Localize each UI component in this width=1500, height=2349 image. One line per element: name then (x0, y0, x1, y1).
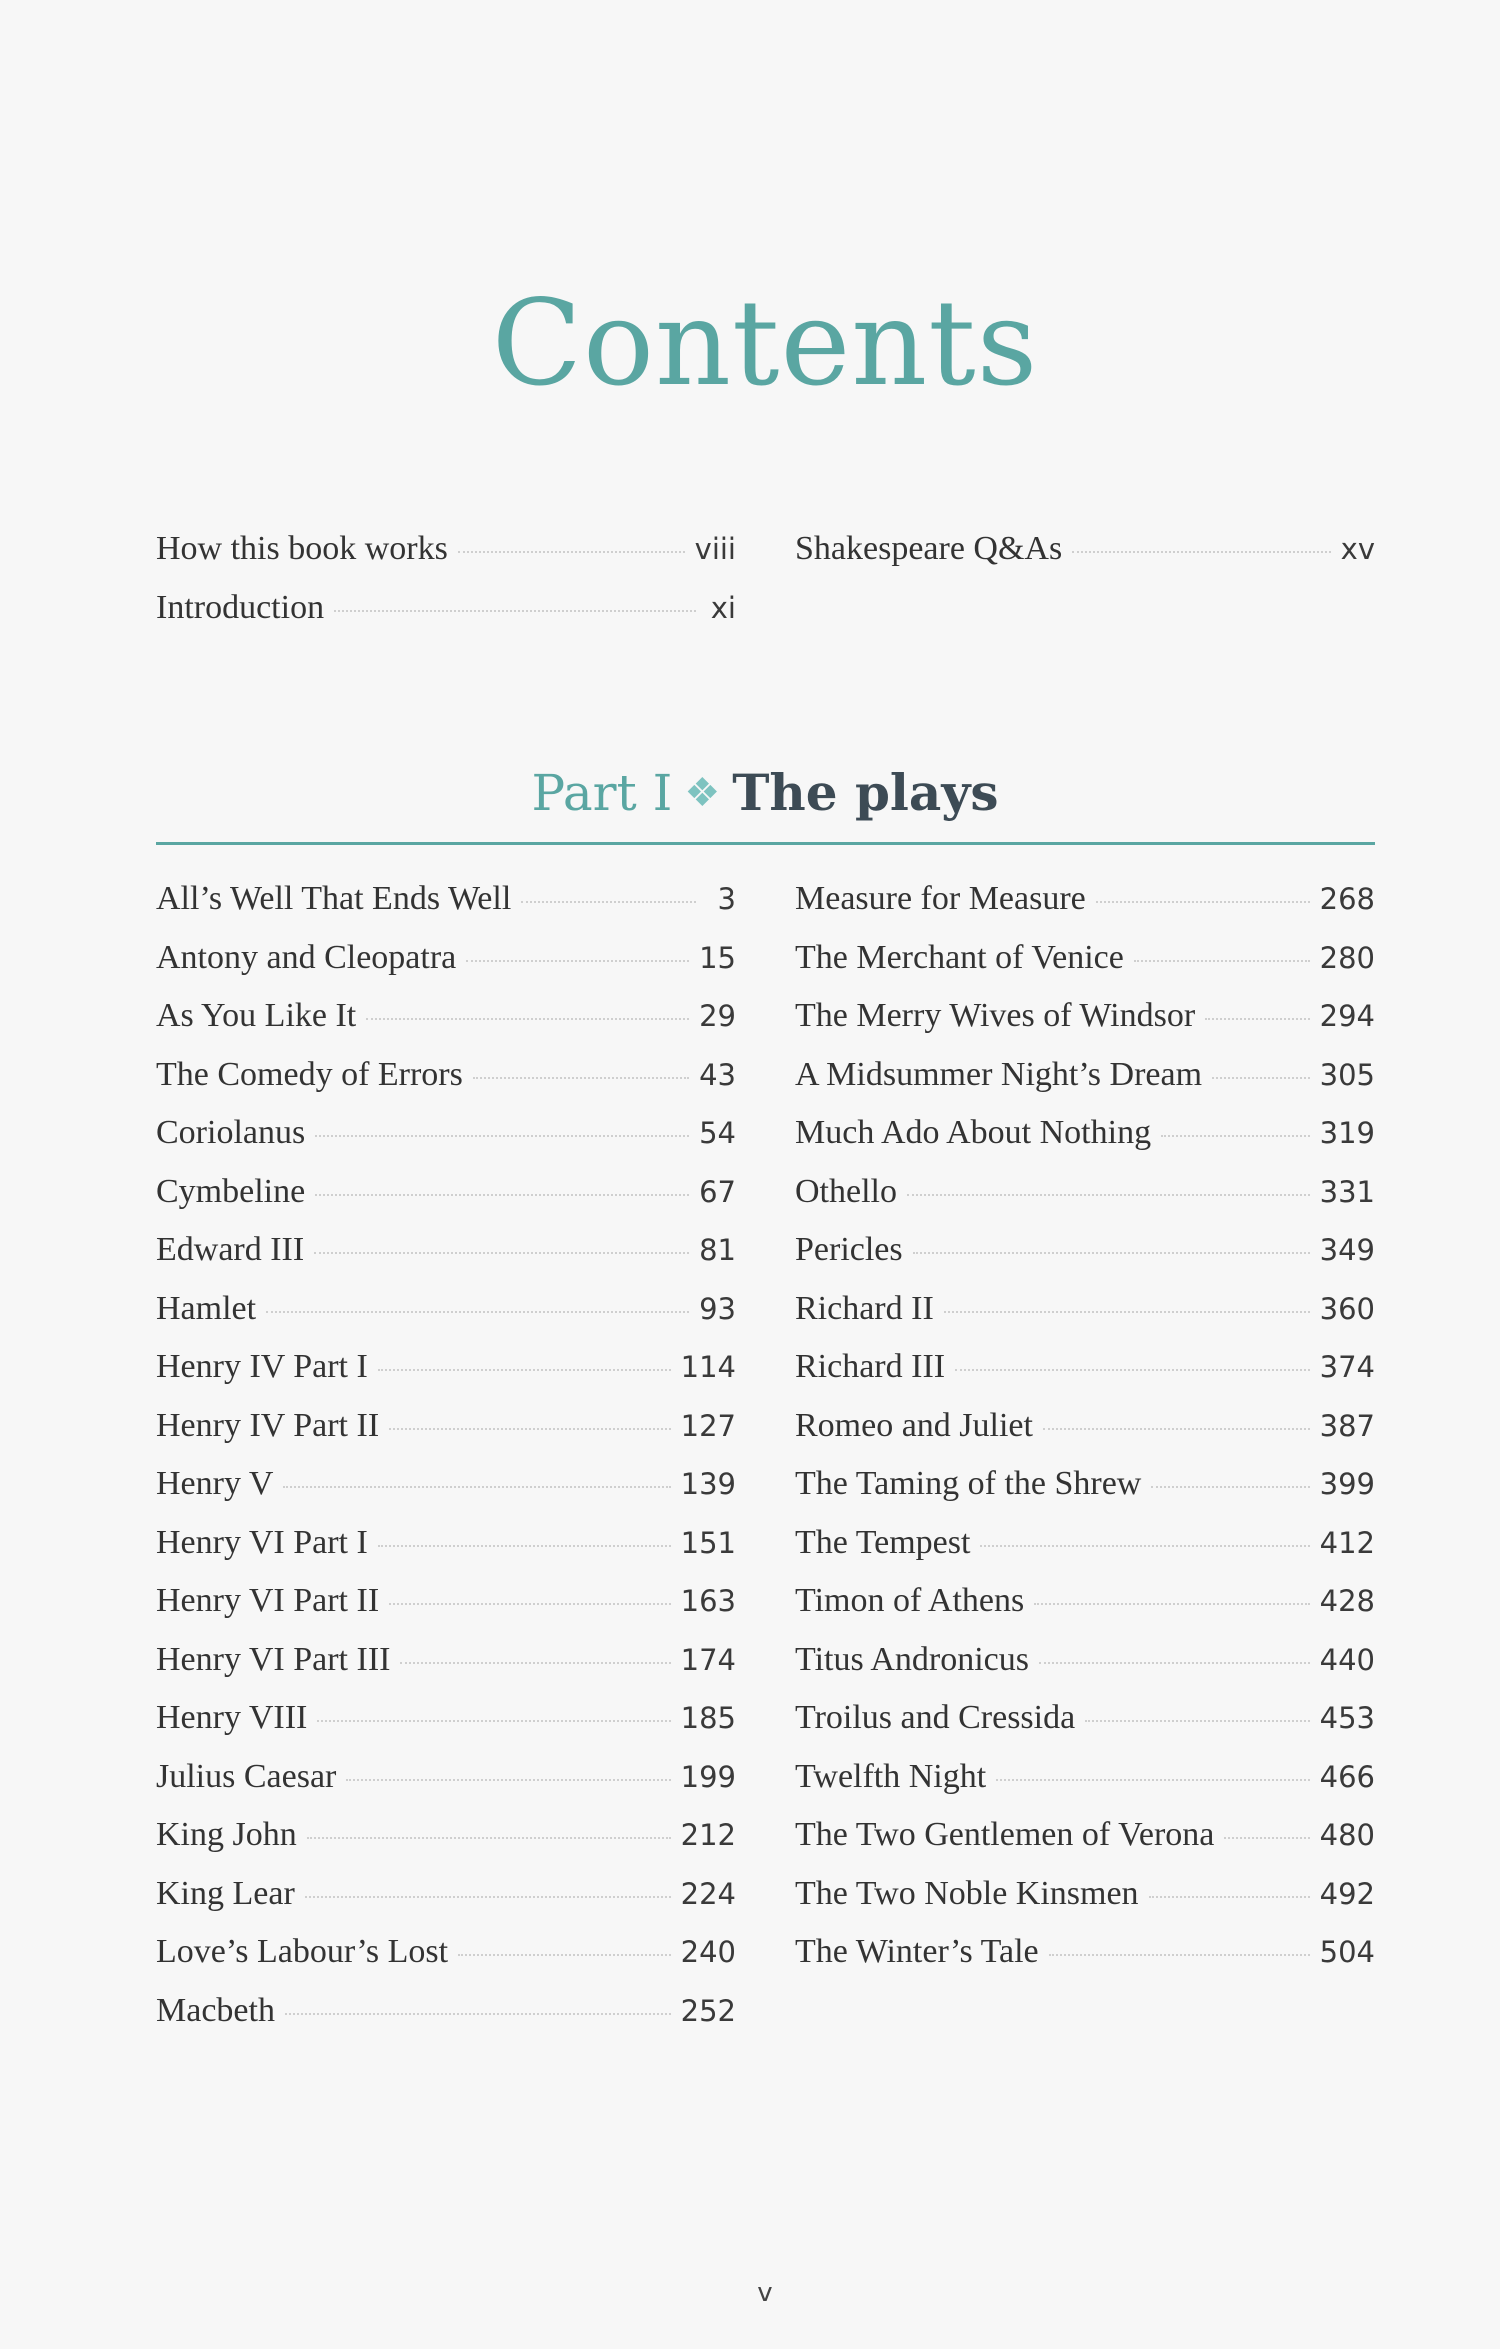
dot-leader (266, 1310, 689, 1313)
dot-leader (1161, 1134, 1310, 1137)
toc-entry-title: Twelfth Night (795, 1757, 987, 1795)
dot-leader (315, 1134, 689, 1137)
dot-leader (389, 1602, 670, 1605)
toc-entry[interactable] (156, 1348, 736, 1407)
dot-leader (346, 1778, 670, 1781)
toc-entry[interactable] (795, 1641, 1375, 1700)
part-title: The plays (732, 763, 999, 822)
toc-entry-page-number: 163 (680, 1584, 736, 1618)
toc-entry[interactable] (156, 1992, 736, 2051)
toc-entry[interactable] (156, 1933, 736, 1992)
toc-entry-page-number: viii (694, 532, 736, 566)
toc-entry-title: Antony and Cleopatra (156, 938, 457, 976)
toc-entry-page-number: 139 (680, 1467, 736, 1501)
dot-leader (378, 1544, 671, 1547)
toc-entry-page-number: 29 (699, 999, 736, 1033)
toc-entry-title: Henry IV Part II (156, 1406, 380, 1444)
dot-leader (944, 1310, 1310, 1313)
toc-entry-page-number: xv (1340, 532, 1375, 566)
dot-leader (955, 1368, 1310, 1371)
toc-entry-title: Titus Andronicus (795, 1640, 1029, 1678)
toc-entry-title: Macbeth (156, 1991, 275, 2029)
toc-entry[interactable] (795, 1816, 1375, 1875)
toc-entry[interactable] (156, 1816, 736, 1875)
toc-entry-page-number: 268 (1319, 882, 1375, 916)
toc-entry-title: King Lear (156, 1874, 295, 1912)
toc-entry-page-number: 114 (680, 1350, 736, 1384)
toc-entry[interactable] (795, 530, 1375, 589)
toc-entry-page-number: 480 (1319, 1818, 1375, 1852)
toc-entry[interactable] (156, 1524, 736, 1583)
dot-leader (305, 1895, 671, 1898)
toc-entry-page-number: 453 (1319, 1701, 1375, 1735)
dot-leader (366, 1017, 689, 1020)
toc-entry-title: King John (156, 1816, 297, 1853)
toc-entry-title: The Merry Wives of Windsor (795, 997, 1196, 1034)
dot-leader (389, 1427, 670, 1430)
toc-entry[interactable] (795, 1348, 1375, 1407)
toc-entry-title: Measure for Measure (795, 880, 1086, 917)
toc-entry[interactable] (156, 1758, 736, 1817)
dot-leader (315, 1193, 689, 1196)
toc-entry[interactable] (795, 1465, 1375, 1524)
toc-entry-page-number: 294 (1319, 999, 1375, 1033)
toc-entry-page-number: 185 (680, 1701, 736, 1735)
dot-leader (1049, 1953, 1310, 1956)
toc-entry-title: Love’s Labour’s Lost (156, 1933, 449, 1970)
toc-entry[interactable] (795, 880, 1375, 939)
toc-entry-page-number: 93 (699, 1291, 736, 1326)
toc-entry-title: Henry IV Part I (156, 1348, 368, 1385)
dot-leader (307, 1836, 671, 1839)
dot-leader (314, 1251, 689, 1254)
dot-leader (1096, 900, 1310, 903)
dot-leader (1085, 1719, 1309, 1722)
toc-entry-page-number: 331 (1319, 1174, 1375, 1209)
toc-entry-title: Romeo and Juliet (795, 1406, 1033, 1444)
dot-leader (1224, 1836, 1309, 1839)
toc-entry-title: Edward III (156, 1231, 305, 1268)
part-heading (0, 760, 1500, 825)
dot-leader (907, 1193, 1310, 1196)
toc-entry-title: The Two Gentlemen of Verona (795, 1816, 1215, 1853)
dot-leader (913, 1251, 1310, 1254)
toc-entry-title: Shakespeare Q&As (795, 530, 1063, 567)
dot-leader (458, 550, 685, 553)
toc-entry[interactable] (156, 1641, 736, 1700)
toc-entry-title: Henry VIII (156, 1699, 308, 1736)
dot-leader (378, 1368, 671, 1371)
toc-entry[interactable] (156, 1875, 736, 1934)
toc-entry-title: Cymbeline (156, 1172, 306, 1210)
toc-entry-page-number: 174 (680, 1642, 736, 1677)
toc-entry-title: Much Ado About Nothing (795, 1114, 1152, 1151)
toc-entry[interactable] (795, 1758, 1375, 1817)
toc-entry[interactable] (156, 1699, 736, 1758)
toc-entry-page-number: 319 (1319, 1116, 1375, 1150)
toc-entry-page-number: 3 (717, 882, 736, 916)
dot-leader (285, 2012, 671, 2015)
page-number: v (757, 2278, 773, 2308)
front-matter-right (795, 530, 1375, 589)
toc-entry-title: Timon of Athens (795, 1582, 1025, 1619)
section-rule (156, 842, 1375, 845)
dot-leader (400, 1661, 670, 1664)
toc-entry-title: The Winter’s Tale (795, 1933, 1039, 1970)
dot-leader (1205, 1017, 1309, 1020)
dot-leader (283, 1485, 670, 1488)
toc-entry-page-number: 67 (699, 1174, 736, 1209)
dot-leader (521, 900, 696, 903)
flourish-icon: ❖ (684, 770, 721, 815)
toc-entry-title: Julius Caesar (156, 1757, 337, 1795)
toc-entry[interactable] (156, 1231, 736, 1290)
toc-entry-page-number: 492 (1319, 1876, 1375, 1911)
front-matter-left (156, 530, 736, 647)
toc-entry-title: Pericles (795, 1231, 903, 1268)
toc-entry-title: Coriolanus (156, 1114, 306, 1151)
dot-leader (1212, 1076, 1310, 1079)
toc-entry[interactable] (795, 1231, 1375, 1290)
toc-entry[interactable] (795, 1699, 1375, 1758)
dot-leader (1039, 1661, 1310, 1664)
toc-entry-page-number: 212 (680, 1818, 736, 1852)
toc-entry-page-number: 374 (1319, 1350, 1375, 1384)
toc-entry[interactable] (795, 1933, 1375, 1992)
toc-entry-title: Troilus and Cressida (795, 1699, 1076, 1736)
toc-entry-title: All’s Well That Ends Well (156, 880, 512, 917)
toc-entry[interactable] (156, 1582, 736, 1641)
toc-entry[interactable] (156, 1173, 736, 1232)
toc-entry-page-number: 440 (1319, 1642, 1375, 1677)
toc-entry-title: Richard II (795, 1289, 934, 1327)
toc-entry-title: Henry VI Part I (156, 1523, 368, 1561)
toc-entry-title: Henry VI Part III (156, 1640, 391, 1678)
toc-entry-page-number: 387 (1319, 1408, 1375, 1443)
toc-entry-page-number: 466 (1319, 1759, 1375, 1794)
toc-entry[interactable] (795, 1114, 1375, 1173)
dot-leader (1134, 959, 1310, 962)
toc-entry[interactable] (156, 1407, 736, 1466)
toc-entry-page-number: 199 (680, 1759, 736, 1794)
toc-entry-page-number: 280 (1319, 940, 1375, 975)
dot-leader (1149, 1895, 1310, 1898)
toc-entry-title: Henry V (156, 1465, 274, 1502)
toc-entry[interactable] (156, 530, 736, 589)
dot-leader (996, 1778, 1309, 1781)
toc-entry-title: The Merchant of Venice (795, 938, 1124, 976)
toc-entry-page-number: 428 (1319, 1584, 1375, 1618)
toc-entry-title: As You Like It (156, 997, 357, 1034)
toc-entry-page-number: 15 (699, 940, 736, 975)
toc-entry[interactable] (156, 1465, 736, 1524)
toc-entry-page-number: 54 (699, 1116, 736, 1150)
toc-entry[interactable] (156, 1290, 736, 1349)
toc-entry-title: Othello (795, 1172, 897, 1210)
dot-leader (317, 1719, 670, 1722)
toc-entry[interactable] (795, 1407, 1375, 1466)
toc-entry[interactable] (795, 1582, 1375, 1641)
dot-leader (1043, 1427, 1310, 1430)
part-label: Part I (531, 764, 673, 822)
toc-entry-page-number: 504 (1319, 1935, 1375, 1969)
toc-entry[interactable] (795, 1290, 1375, 1349)
dot-leader (473, 1076, 689, 1079)
toc-entry[interactable] (795, 1056, 1375, 1115)
dot-leader (458, 1953, 671, 1956)
dot-leader (980, 1544, 1309, 1547)
toc-entry-page-number: 151 (680, 1525, 736, 1560)
toc-entry[interactable] (795, 1875, 1375, 1934)
toc-entry-page-number: 81 (699, 1233, 736, 1267)
toc-entry[interactable] (156, 1056, 736, 1115)
toc-entry-page-number: 305 (1319, 1057, 1375, 1092)
toc-entry[interactable] (156, 589, 736, 648)
toc-entry[interactable] (795, 1173, 1375, 1232)
toc-entry-title: Hamlet (156, 1289, 257, 1327)
dot-leader (1072, 550, 1330, 553)
toc-entry[interactable] (795, 939, 1375, 998)
toc-entry-title: The Two Noble Kinsmen (795, 1874, 1139, 1912)
toc-entry-title: Richard III (795, 1348, 946, 1385)
dot-leader (466, 959, 689, 962)
toc-entry-page-number: 412 (1319, 1525, 1375, 1560)
toc-entry-page-number: 43 (699, 1057, 736, 1092)
toc-entry[interactable] (156, 939, 736, 998)
toc-entry-page-number: 127 (680, 1408, 736, 1443)
toc-entry-title: How this book works (156, 530, 448, 567)
toc-entry-page-number: xi (710, 590, 736, 625)
toc-entry[interactable] (795, 1524, 1375, 1583)
toc-entry-title: Introduction (156, 588, 325, 626)
toc-entry-page-number: 349 (1319, 1233, 1375, 1267)
toc-entry-page-number: 240 (680, 1935, 736, 1969)
plays-list-right (795, 880, 1375, 1992)
toc-entry[interactable] (156, 997, 736, 1056)
page-title: Contents (491, 274, 1039, 413)
toc-entry-title: A Midsummer Night’s Dream (795, 1055, 1203, 1093)
dot-leader (1151, 1485, 1309, 1488)
toc-entry-title: The Taming of the Shrew (795, 1465, 1142, 1502)
toc-entry-title: The Tempest (795, 1523, 971, 1561)
toc-entry-page-number: 360 (1319, 1291, 1375, 1326)
toc-entry-title: The Comedy of Errors (156, 1055, 463, 1093)
toc-entry-page-number: 224 (680, 1876, 736, 1911)
toc-entry[interactable] (156, 1114, 736, 1173)
dot-leader (1034, 1602, 1309, 1605)
toc-entry[interactable] (795, 997, 1375, 1056)
toc-entry-title: Henry VI Part II (156, 1582, 380, 1619)
toc-entry-page-number: 252 (680, 1993, 736, 2028)
dot-leader (334, 609, 696, 612)
toc-entry[interactable] (156, 880, 736, 939)
toc-entry-page-number: 399 (1319, 1467, 1375, 1501)
plays-list-left (156, 880, 736, 2050)
